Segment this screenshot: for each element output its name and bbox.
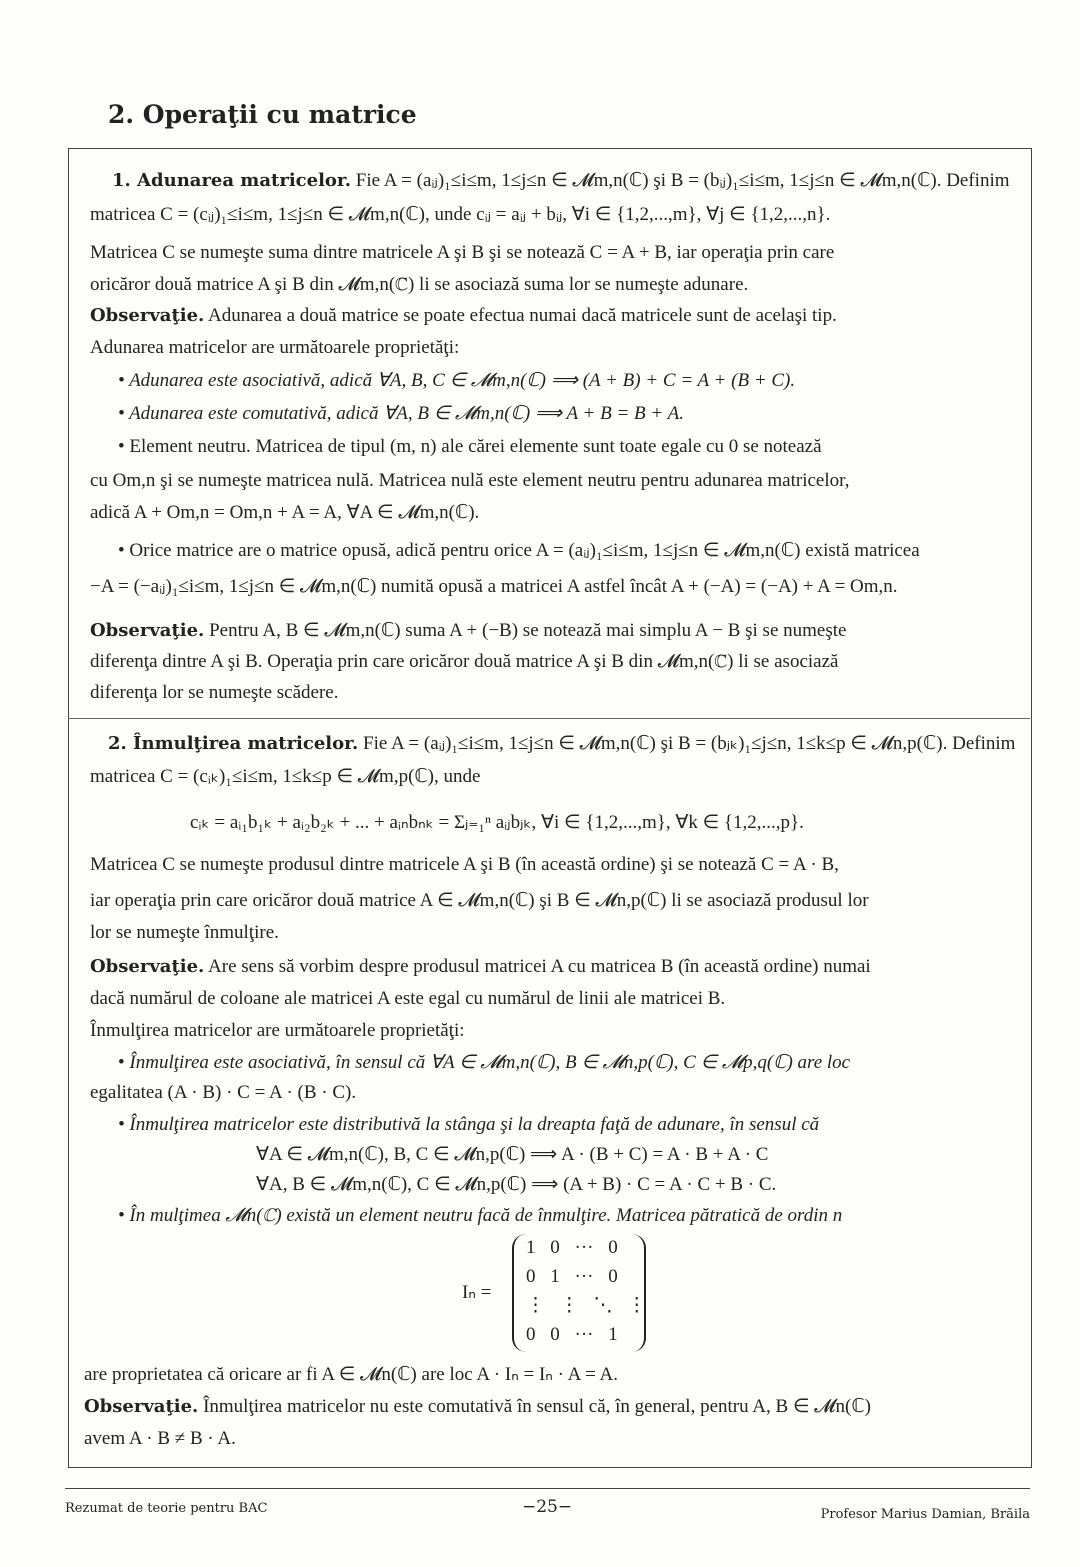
product-formula: cᵢₖ = aᵢ₁b₁ₖ + aᵢ₂b₂ₖ + ... + aᵢₙbₙₖ = Σⱼ₌₁ⁿ aᵢⱼbⱼₖ, ∀i ∈ {1,2,...,m}, ∀k ∈ {1,2,...,p}. xyxy=(190,812,804,833)
bullet-text: Adunarea este asociativă, adică ∀A, B, C ∈ 𝓜m,n(ℂ) ⟹ (A + B) + C = A + (B + C). xyxy=(129,370,796,391)
obs-label: Observaţie. xyxy=(90,620,205,641)
matrix-row: 0 1 ··· 0 xyxy=(526,1266,618,1287)
s1-obs2-line2: diferenţa dintre A şi B. Operaţia prin care oricăror două matrice A şi B din 𝓜m,n(ℂ) li se asociază xyxy=(90,651,839,672)
obs-text: Pentru A, B ∈ 𝓜m,n(ℂ) suma A + (−B) se notează mai simplu A − B şi se numeşte xyxy=(209,620,847,641)
identity-matrix xyxy=(512,1234,646,1352)
s2-bullet1: • Înmulţirea este asociativă, în sensul că ∀A ∈ 𝓜m,n(ℂ), B ∈ 𝓜n,p(ℂ), C ∈ 𝓜p,q(ℂ) are loc xyxy=(118,1052,851,1073)
s2-bullet1-line2: egalitatea (A · B) · C = A · (B · C). xyxy=(90,1082,357,1103)
s1-observation xyxy=(90,305,837,327)
s1-props: Adunarea matricelor are următoarele proprietăţi: xyxy=(90,337,460,358)
s1-bullet2: • Adunarea este comutativă, adică ∀A, B ∈ 𝓜m,n(ℂ) ⟹ A + B = B + A. xyxy=(118,403,684,424)
matrix-row: 1 0 ··· 0 xyxy=(526,1237,618,1258)
matrix-row: ⋮ ⋮ ⋱ ⋮ xyxy=(526,1295,647,1316)
s1-observation2 xyxy=(90,620,846,642)
matrix-row: 0 0 ··· 1 xyxy=(526,1324,618,1345)
obs-text: Înmulţirea matricelor nu este comutativă în sensul că, în general, pentru A, B ∈ 𝓜n(ℂ) xyxy=(203,1396,871,1417)
s1-bullet3-line2: cu Om,n şi se numeşte matricea nulă. Matricea nulă este element neutru pentru adunarea matricelor, xyxy=(90,470,850,491)
footer-rule xyxy=(65,1488,1030,1489)
bullet-text: Înmulţirea matricelor este distributivă la stânga şi la dreapta faţă de adunare, în sensul că xyxy=(129,1114,820,1135)
obs-label: Observaţie. xyxy=(90,956,205,977)
s2-line1 xyxy=(108,733,1015,755)
s2-obs-line2: dacă numărul de coloane ale matricei A este egal cu numărul de linii ale matricei B. xyxy=(90,988,726,1009)
s2-heading: 2. Înmulţirea matricelor. xyxy=(108,733,359,754)
bullet-text: Orice matrice are o matrice opusă, adică pentru orice A = (aᵢⱼ)₁≤i≤m, 1≤j≤n ∈ 𝓜m,n(ℂ) există matricea xyxy=(129,540,920,561)
s2-observation xyxy=(90,956,871,978)
bullet-text: În mulţimea 𝓜n(ℂ) există un element neutru facă de înmulţire. Matricea pătratică de ordin n xyxy=(129,1205,843,1226)
obs-label: Observaţie. xyxy=(84,1396,199,1417)
footer-left: Rezumat de teorie pentru BAC xyxy=(65,1501,268,1516)
obs-text: Adunarea a două matrice se poate efectua numai dacă matricele sunt de acelaşi tip. xyxy=(208,305,837,326)
s2-line2: matricea C = (cᵢₖ)₁≤i≤m, 1≤k≤p ∈ 𝓜m,p(ℂ), unde xyxy=(90,766,481,787)
bullet-text: Adunarea este comutativă, adică ∀A, B ∈ 𝓜m,n(ℂ) ⟹ A + B = B + A. xyxy=(129,403,684,424)
s1-bullet4-line2: −A = (−aᵢⱼ)₁≤i≤m, 1≤j≤n ∈ 𝓜m,n(ℂ) numită opusă a matricei A astfel încât A + (−A) = (−A) + A = Om,n. xyxy=(90,576,898,597)
s2-observation2 xyxy=(84,1396,871,1418)
bullet-text: Element neutru. Matricea de tipul (m, n) ale cărei elemente sunt toate egale cu 0 se notează xyxy=(129,436,822,457)
s1-line2: matricea C = (cᵢⱼ)₁≤i≤m, 1≤j≤n ∈ 𝓜m,n(ℂ), unde cᵢⱼ = aᵢⱼ + bᵢⱼ, ∀i ∈ {1,2,...,m}, ∀j ∈ {1,2,...,n}. xyxy=(90,204,831,225)
s1-line4: oricăror două matrice A şi B din 𝓜m,n(ℂ) li se asociază suma lor se numeşte adunare. xyxy=(90,274,749,295)
s1-line3: Matricea C se numeşte suma dintre matricele A şi B şi se notează C = A + B, iar operaţia prin care xyxy=(90,242,835,263)
section-divider xyxy=(68,718,1030,719)
page-number: −25− xyxy=(522,1497,573,1517)
footer-right: Profesor Marius Damian, Brăila xyxy=(820,1507,1030,1522)
s1-heading: 1. Adunarea matricelor. xyxy=(112,170,352,191)
obs-label: Observaţie. xyxy=(90,305,205,326)
s1-text: Fie A = (aᵢⱼ)₁≤i≤m, 1≤j≤n ∈ 𝓜m,n(ℂ) şi B = (bᵢⱼ)₁≤i≤m, 1≤j≤n ∈ 𝓜m,n(ℂ). Definim xyxy=(355,170,1010,191)
s1-bullet1: • Adunarea este asociativă, adică ∀A, B, C ∈ 𝓜m,n(ℂ) ⟹ (A + B) + C = A + (B + C). xyxy=(118,370,796,391)
distributive-left: ∀A ∈ 𝓜m,n(ℂ), B, C ∈ 𝓜n,p(ℂ) ⟹ A · (B + C) = A · B + A · C xyxy=(256,1144,769,1165)
identity-label: Iₙ = xyxy=(462,1282,492,1303)
s2-line6: are proprietatea că oricare ar fi A ∈ 𝓜n(ℂ) are loc A · Iₙ = Iₙ · A = A. xyxy=(84,1364,618,1385)
s2-line4: iar operaţia prin care oricăror două matrice A ∈ 𝓜m,n(ℂ) şi B ∈ 𝓜n,p(ℂ) li se asociază produsul lor xyxy=(90,890,869,911)
s2-line3: Matricea C se numeşte produsul dintre matricele A şi B (în această ordine) şi se notează C = A · B, xyxy=(90,854,839,875)
s2-props: Înmulţirea matricelor are următoarele proprietăţi: xyxy=(90,1020,465,1041)
obs-text: Are sens să vorbim despre produsul matricei A cu matricea B (în această ordine) numai xyxy=(208,956,871,977)
section-title: 2. Operaţii cu matrice xyxy=(108,100,417,129)
s1-bullet3: • Element neutru. Matricea de tipul (m, n) ale cărei elemente sunt toate egale cu 0 se notează xyxy=(118,436,822,457)
distributive-right: ∀A, B ∈ 𝓜m,n(ℂ), C ∈ 𝓜n,p(ℂ) ⟹ (A + B) · C = A · C + B · C. xyxy=(256,1174,777,1195)
s2-bullet3: • În mulţimea 𝓜n(ℂ) există un element neutru facă de înmulţire. Matricea pătratică de ordin n xyxy=(118,1205,843,1226)
s1-bullet3-line3: adică A + Om,n = Om,n + A = A, ∀A ∈ 𝓜m,n(ℂ). xyxy=(90,502,480,523)
s1-bullet4: • Orice matrice are o matrice opusă, adică pentru orice A = (aᵢⱼ)₁≤i≤m, 1≤j≤n ∈ 𝓜m,n(ℂ) există matricea xyxy=(118,540,920,561)
bullet-text: Înmulţirea este asociativă, în sensul că ∀A ∈ 𝓜m,n(ℂ), B ∈ 𝓜n,p(ℂ), C ∈ 𝓜p,q(ℂ) are loc xyxy=(129,1052,851,1073)
s2-obs2-line2: avem A · B ≠ B · A. xyxy=(84,1428,236,1449)
s1-obs2-line3: diferenţa lor se numeşte scădere. xyxy=(90,682,339,703)
s2-bullet2: • Înmulţirea matricelor este distributivă la stânga şi la dreapta faţă de adunare, în sensul că xyxy=(118,1114,820,1135)
s1-line1 xyxy=(112,170,1010,192)
s2-line5: lor se numeşte înmulţire. xyxy=(90,922,279,943)
s2-text: Fie A = (aᵢⱼ)₁≤i≤m, 1≤j≤n ∈ 𝓜m,n(ℂ) şi B = (bⱼₖ)₁≤j≤n, 1≤k≤p ∈ 𝓜n,p(ℂ). Definim xyxy=(363,733,1016,754)
